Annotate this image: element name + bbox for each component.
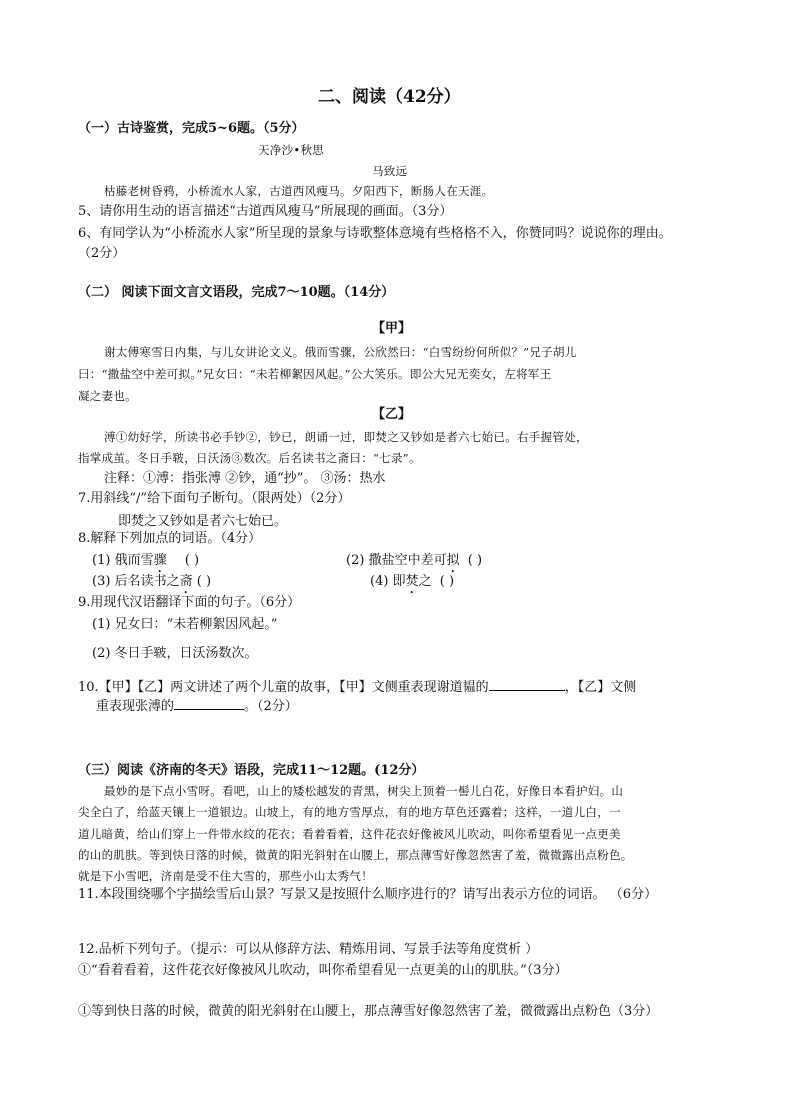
- part3-heading: （三）阅读《济南的冬天》语段，完成11～12题。(12分）: [78, 763, 425, 778]
- q10-text-b: ，【乙】文侧: [564, 680, 637, 695]
- part1-heading: （一）古诗鉴赏，完成5~6题。（5分）: [78, 121, 305, 136]
- passage-winter-line4: 的山的肌肤。等到快日落的时候，微黄的阳光斜射在山腰上，那点薄雪好像忽然害了羞，微微露出点粉色。: [78, 848, 633, 862]
- q8-item-dotted: 骤: [153, 553, 167, 568]
- q8-item-post: 之: [418, 574, 432, 589]
- section-title: 二、阅读（42分）: [318, 87, 461, 107]
- passage-jia-line2: 曰：“撒盐空中差可拟。”兄女曰：“未若柳絮因风起。”公大笑乐。即公大兄无奕女，左将军王: [78, 367, 552, 381]
- question-12-2: ①等到快日落的时候，微黄的阳光斜射在山腰上，那点薄雪好像忽然害了羞，微微露出点粉色（3分）: [78, 1004, 659, 1019]
- passage-yi-line2: 指掌成茧。冬日手皲，日沃汤③数次。后名读书之斋曰：“七录”。: [78, 451, 421, 465]
- poem-text: 枯藤老树昏鸦，小桥流水人家，古道西风瘦马。夕阳西下，断肠人在天涯。: [104, 184, 494, 198]
- passage-winter-line5: 就是下小雪吧，济南是受不住大雪的，那些小山太秀气！: [78, 869, 373, 883]
- poem-title: 天净沙•秋思: [258, 143, 325, 157]
- q10-text-d: 。（2分）: [244, 699, 298, 714]
- answer-blank[interactable]: [489, 678, 565, 691]
- question-10-line2: [96, 697, 298, 716]
- q8-item-dotted: 拟: [446, 553, 460, 568]
- passage-winter-line3: 道儿暗黄，给山们穿上一件带水纹的花衣；看着看着，这件花衣好像被风儿吹动，叫你希望看见一点更美: [78, 827, 621, 841]
- passage-jia-line3: 凝之妻也。: [78, 389, 137, 403]
- question-7: 7.用斜线“/”给下面句子断句。（限两处）（2分）: [78, 491, 351, 506]
- q8-item-pre: 撒盐空中差可: [368, 553, 447, 568]
- q10-text-a: 10.【甲】【乙】两文讲述了两个儿童的故事，【甲】文侧重表现谢道韫的: [78, 680, 489, 695]
- q8-item-4: [370, 573, 454, 597]
- question-6-line2: （2分）: [78, 246, 126, 261]
- answer-blank[interactable]: ( ): [184, 553, 200, 568]
- question-8: 8.解释下列加点的词语。（4分）: [78, 531, 262, 546]
- question-11: 11.本段围绕哪个字描绘雪后山景？写景又是按照什么顺序进行的？请写出表示方位的词语。 （6分）: [78, 887, 658, 902]
- q8-item-num: (3): [92, 574, 111, 589]
- question-12-1: ①“看着看着，这件花衣好像被风儿吹动，叫你希望看见一点更美的山的肌肤。”（3分）: [78, 963, 568, 978]
- question-12: 12.品析下列句子。（提示：可以从修辞方法、精炼用词、写景手法等角度赏析 ）: [78, 942, 539, 957]
- passage-jia-label: 【甲】: [372, 321, 412, 336]
- q8-item-num: (4): [370, 574, 389, 589]
- q8-item-pre: 俄而雪: [114, 553, 154, 568]
- passage-jia-line1: 谢太傅寒雪日内集，与儿女讲论文义。俄而雪骤，公欣然曰：“白雪纷纷何所似？”兄子胡儿: [104, 345, 577, 359]
- question-10-line1: [78, 678, 636, 697]
- passage-notes: 注释：①溥：指张溥 ②钞，通“抄”。 ③汤：热水: [104, 471, 386, 486]
- answer-blank[interactable]: [174, 697, 244, 710]
- passage-yi-label: 【乙】: [372, 407, 412, 422]
- passage-winter-line2: 尖全白了，给蓝天镶上一道银边。山坡上，有的地方雪厚点，有的地方草色还露着；这样，一道儿白，一: [78, 805, 621, 819]
- passage-winter-line1: 最妙的是下点小雪呀。看吧，山上的矮松越发的青黑，树尖上顶着一髻儿白花，好像日本看护妇。山: [104, 784, 624, 798]
- q8-item-num: (2): [346, 553, 365, 568]
- poem-author: 马致远: [372, 164, 408, 178]
- part2-heading: （二） 阅读下面文言文语段，完成7～10题。（14分）: [78, 285, 395, 300]
- question-6-line1: 6、有同学认为“小桥流水人家”所呈现的景象与诗歌整体意境有些格格不入，你赞同吗？说说你的理由。: [78, 226, 672, 241]
- q8-item-pre: 后名读书之: [114, 574, 180, 589]
- q8-item-dotted: 焚: [405, 574, 419, 589]
- answer-blank[interactable]: ( ): [439, 574, 455, 589]
- q10-text-c: 重表现张溥的: [96, 699, 175, 714]
- passage-yi-line1: 溥①幼好学，所读书必手钞②，钞已，朗诵一过，即焚之又钞如是者六七始已。右手握管处，: [104, 430, 588, 444]
- answer-blank[interactable]: ( ): [196, 574, 212, 589]
- q8-item-dotted: 斋: [179, 574, 193, 589]
- question-9-1: (1) 兄女曰：“未若柳絮因风起。”: [92, 617, 278, 632]
- answer-blank[interactable]: ( ): [467, 553, 483, 568]
- question-7-sentence: 即焚之又钞如是者六七始已。: [118, 514, 288, 529]
- question-9: 9.用现代汉语翻译下面的句子。（6分）: [78, 595, 301, 610]
- q8-item-num: (1): [92, 553, 111, 568]
- question-5: 5、请你用生动的语言描述“古道西风瘦马”所展现的画面。（3分）: [78, 204, 453, 219]
- question-9-2: (2) 冬日手皲，日沃汤数次。: [92, 646, 258, 661]
- q8-item-pre: 即: [392, 574, 406, 589]
